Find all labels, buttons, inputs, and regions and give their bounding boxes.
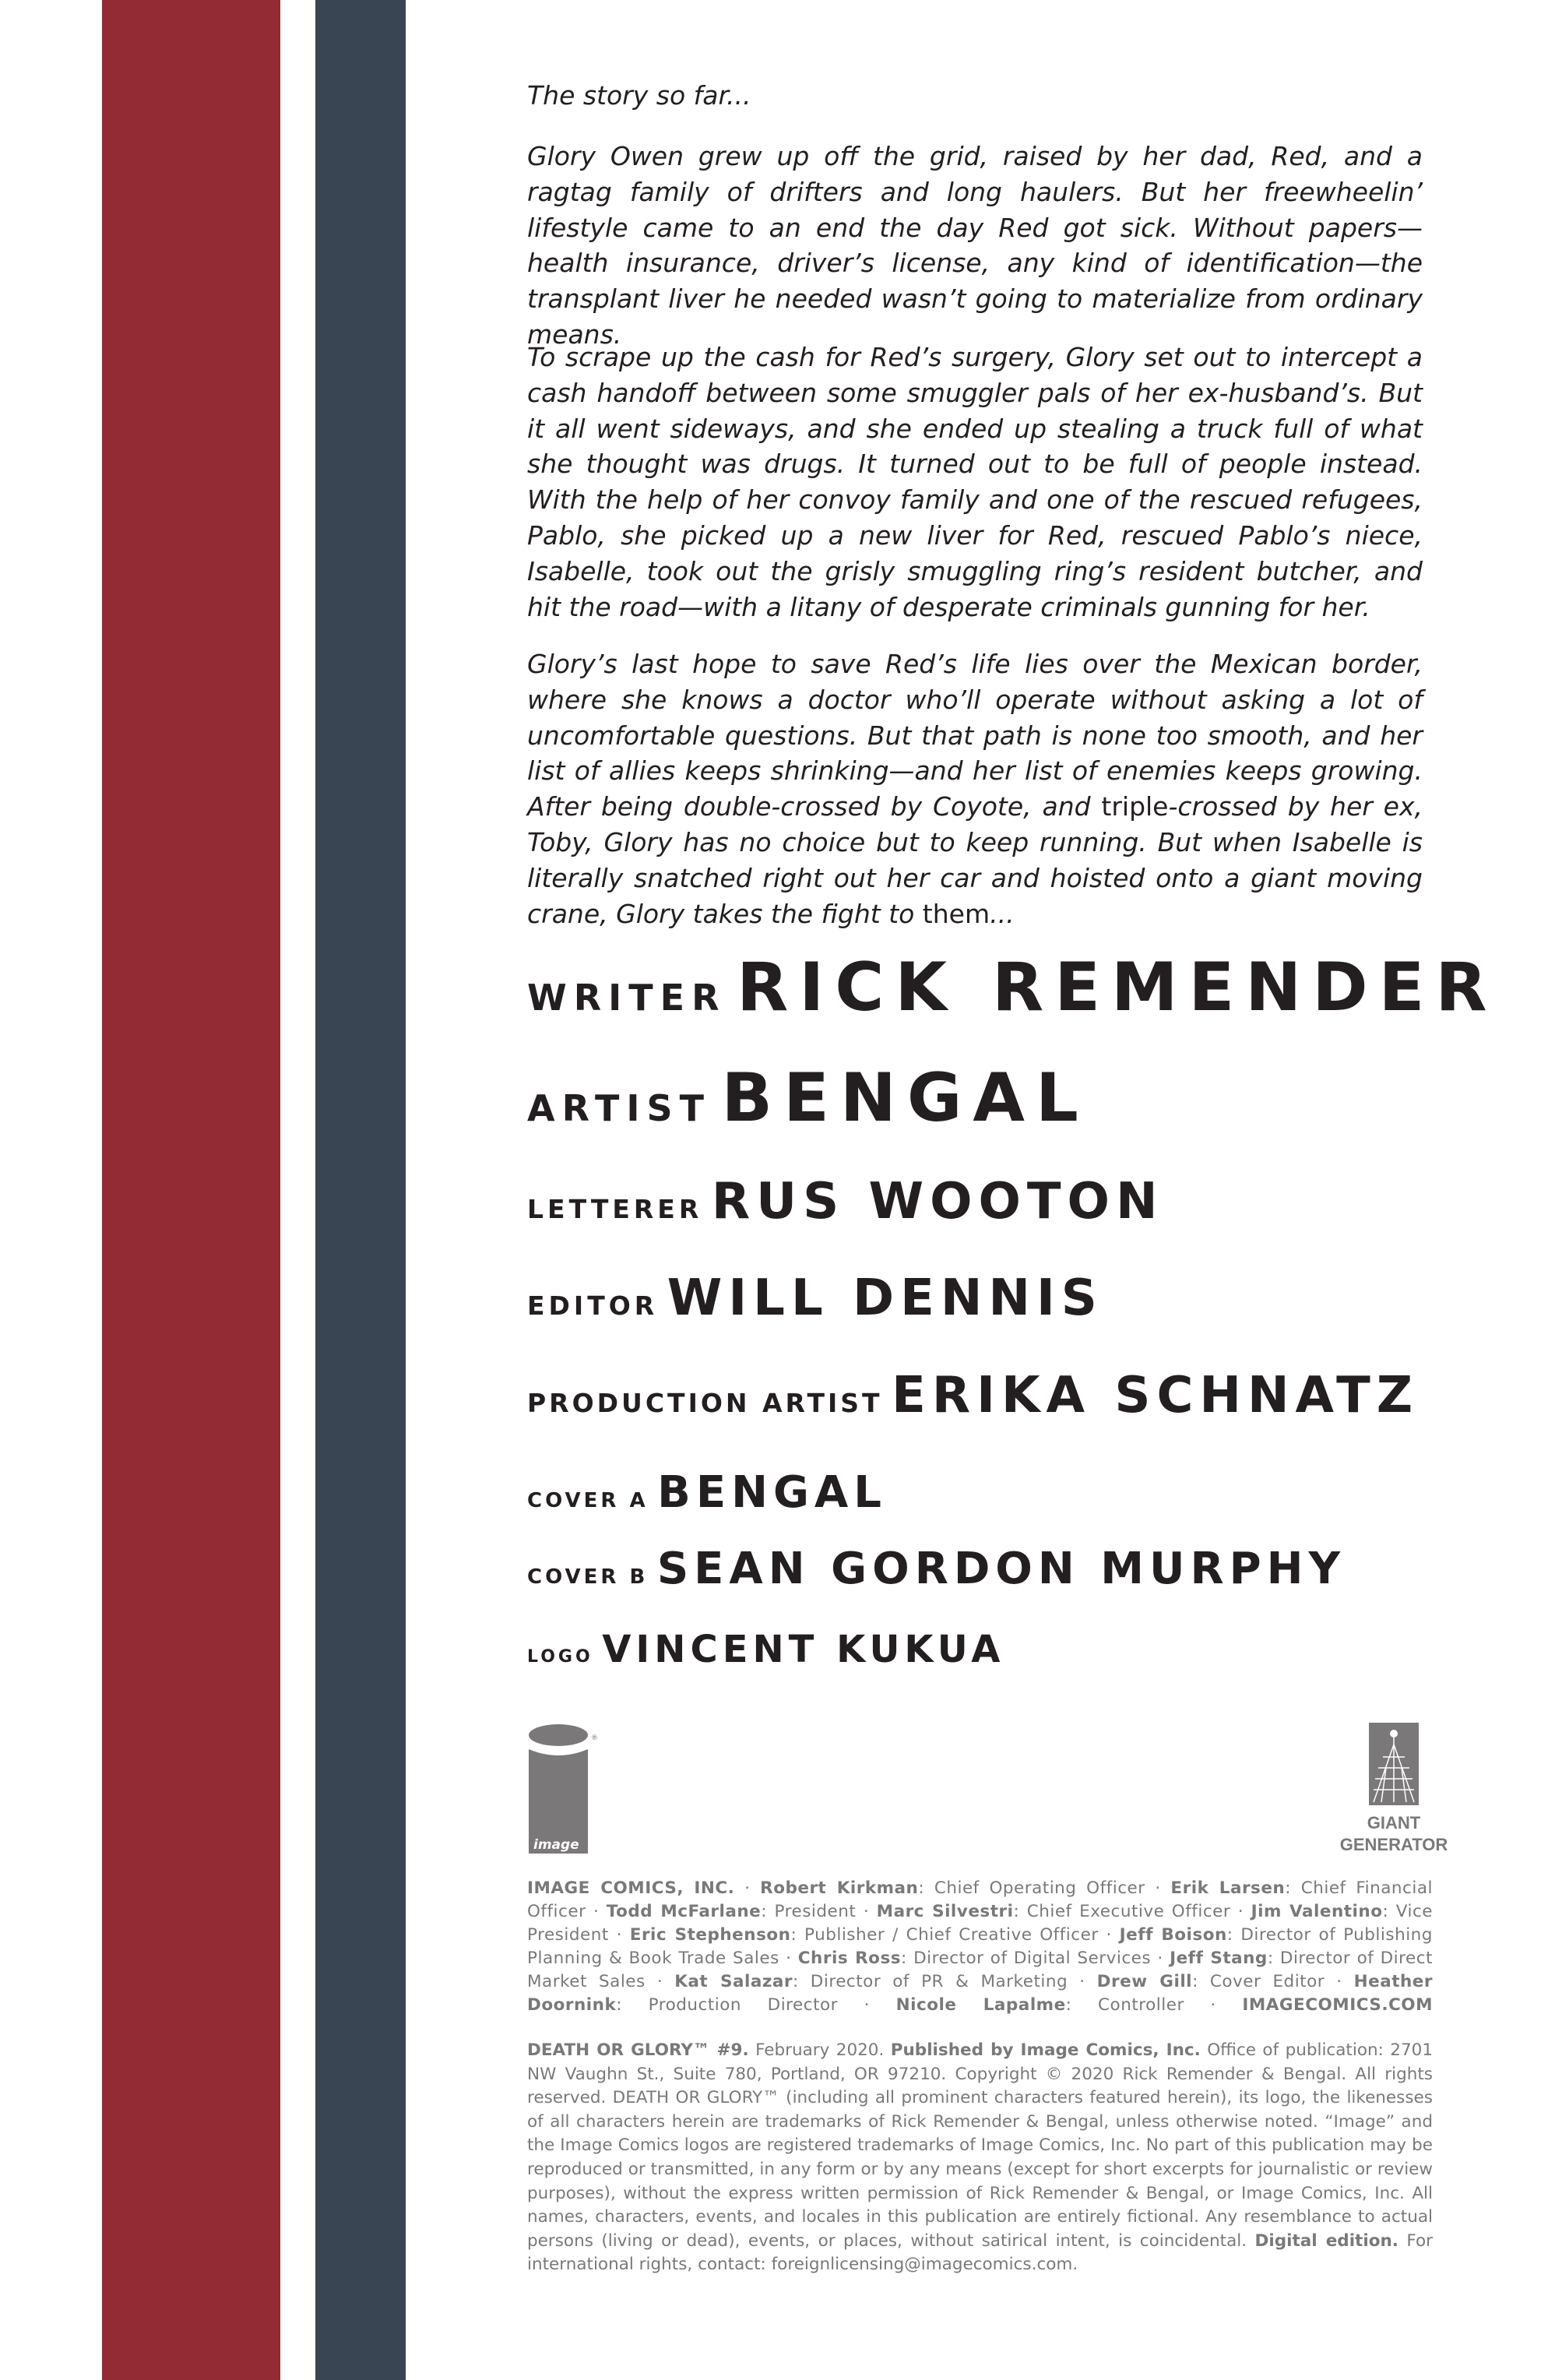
- recap-paragraph-2: To scrape up the cash for Red’s surgery, Glory set out to intercept a cash handoff between some smuggler pals of her ex-husband’s. But it all went sideways, and she ended up stealing a truck full of what she thought was drugs. It turned out to be full of people instead. With the help of her convoy family and one of the rescued refugees, Pablo, she picked up a new liver for Red, rescued Pablo’s niece, Isabelle, took out the grisly smuggling ring’s resident butcher, and hit the road—with a litany of desperate criminals gunning for her.: [527, 342, 1423, 622]
- staff-title: : Director of Direct Market Sales: [527, 1949, 1433, 1991]
- credit-artist: [527, 1059, 1089, 1137]
- staff-name: Nicole Lapalme: [895, 1995, 1066, 2015]
- credit-production-artist: [527, 1367, 1419, 1424]
- credit-logo: [527, 1628, 1004, 1671]
- staff-title: : Chief Financial Officer: [527, 1878, 1434, 1921]
- staff-name: Jeff Boison: [1119, 1925, 1227, 1945]
- staff-title: : Director of Publishing Planning & Book Trade Sales: [527, 1925, 1433, 1968]
- recap-paragraph-1: Glory Owen grew up off the grid, raised by her dad, Red, and a ragtag family of drifters and long haulers. But her freewheelin’ lifestyle came to an end the day Red got sick. Without papers—health insurance, driver’s license, any kind of identification—the transplant liver he needed wasn’t going to materialize from ordinary means.: [527, 141, 1423, 350]
- staff-title: : Director of Digital Services: [901, 1949, 1152, 1968]
- staff-listing: [527, 1877, 1433, 2017]
- legal-intl: For international rights, contact: foreignlicensing@imagecomics.com.: [527, 2230, 1433, 2275]
- staff-separator: ·: [1151, 1949, 1170, 1968]
- recap-heading: The story so far...: [527, 80, 751, 111]
- recap-paragraph-3: [527, 646, 1423, 931]
- legal-date: February 2020.: [748, 2040, 891, 2060]
- staff-name: Robert Kirkman: [760, 1878, 919, 1898]
- credit-role: LETTERER: [527, 1194, 703, 1224]
- staff-title: : President: [761, 1902, 857, 1921]
- staff-name: Heather Doornink: [527, 1972, 1433, 2015]
- staff-separator: ·: [608, 1925, 630, 1945]
- staff-separator: ·: [856, 1902, 877, 1921]
- staff-title: : Production Director: [616, 1995, 839, 2015]
- giant-generator-logo: [1339, 1721, 1448, 1855]
- credit-role: WRITER: [527, 977, 727, 1019]
- recap-p3-them: them: [922, 898, 990, 929]
- gg-line2: GENERATOR: [1339, 1835, 1448, 1854]
- credit-role: COVER A: [527, 1489, 649, 1512]
- legal-edition: Digital edition.: [1254, 2230, 1398, 2251]
- staff-name: Erik Larsen: [1170, 1878, 1286, 1898]
- credit-name: RUS WOOTON: [711, 1173, 1164, 1230]
- staff-name: Todd McFarlane: [606, 1902, 762, 1921]
- navy-stripe: [315, 0, 406, 2380]
- staff-title: : Publisher / Chief Creative Officer: [790, 1925, 1099, 1945]
- credit-role: LOGO: [527, 1647, 593, 1667]
- staff-title: : Vice President: [527, 1902, 1433, 1945]
- credit-name: BENGAL: [721, 1059, 1089, 1137]
- staff-name: Jeff Stang: [1170, 1949, 1268, 1968]
- recap-p3-end: ...: [990, 898, 1015, 929]
- legal-published: Published by Image Comics, Inc.: [890, 2040, 1201, 2060]
- credit-name: BENGAL: [657, 1467, 887, 1518]
- recap-p3-triple: triple: [1101, 791, 1169, 822]
- credit-role: EDITOR: [527, 1290, 659, 1321]
- credit-writer: [527, 949, 1498, 1026]
- red-stripe: [102, 0, 280, 2380]
- staff-title: : Chief Executive Officer: [1013, 1902, 1231, 1921]
- credit-name: SEAN GORDON MURPHY: [656, 1544, 1346, 1594]
- recap-p3-text: Glory’s last hope to save Red’s life lies over the Mexican border, where she knows a doctor who’ll operate without asking a lot of uncomfortable questions. But that path is none too smooth, and her list of allies keeps shrinking—and her list of enemies keeps growing. After being double-crossed by Coyote, and: [527, 649, 1423, 822]
- credit-editor: [527, 1269, 1103, 1327]
- legal-issue: DEATH OR GLORY™ #9.: [527, 2040, 749, 2060]
- legal-indicia: [527, 2039, 1433, 2277]
- staff-separator: ·: [734, 1878, 761, 1898]
- staff-separator: ·: [779, 1949, 798, 1968]
- staff-separator: ·: [838, 1995, 896, 2015]
- svg-text:®: ®: [591, 1734, 598, 1742]
- staff-name: Kat Salazar: [674, 1972, 793, 1991]
- credit-role: PRODUCTION ARTIST: [527, 1388, 883, 1418]
- staff-name: Marc Silvestri: [876, 1902, 1014, 1921]
- credit-name: WILL DENNIS: [667, 1269, 1103, 1327]
- staff-name: Drew Gill: [1096, 1972, 1193, 1991]
- credit-cover-a: [527, 1467, 887, 1518]
- legal-body: Office of publication: 2701 NW Vaughn St., Suite 780, Portland, OR 97210. Copyright © 2020 Rick Remender & Bengal. All rights reserved. DEATH OR GLORY™ (including all prominent characters featured herein), its logo, the likenesses of all characters herein are trademarks of Rick Remender & Bengal, unless otherwise noted. “Image” and the Image Comics logos are registered trademarks of Image Comics, Inc. No part of this publication may be reproduced or transmitted, in any form or by any means (except for short excerpts for journalistic or review purposes), without the express written permission of Rick Remender & Bengal, or Image Comics, Inc. All names, characters, events, and locales in this publication are entirely fictional. Any resemblance to actual persons (living or dead), events, or places, without satirical intent, is coincidental.: [527, 2040, 1433, 2251]
- staff-name: Eric Stephenson: [629, 1925, 791, 1945]
- gg-line1: GIANT: [1367, 1813, 1421, 1833]
- staff-title: : Director of PR & Marketing: [792, 1972, 1068, 1991]
- staff-separator: ·: [1325, 1972, 1354, 1991]
- staff-name: IMAGE COMICS, INC.: [527, 1878, 735, 1898]
- credit-name: ERIKA SCHNATZ: [892, 1367, 1420, 1424]
- staff-title: : Controller: [1065, 1995, 1184, 2015]
- image-comics-logo: [527, 1723, 598, 1855]
- staff-separator: ·: [1184, 1995, 1243, 2015]
- staff-name: Chris Ross: [797, 1949, 902, 1968]
- staff-separator: ·: [645, 1972, 675, 1991]
- staff-separator: ·: [1230, 1902, 1251, 1921]
- staff-separator: ·: [586, 1902, 607, 1921]
- recap-p3-middle: -crossed by her ex, Toby, Glory has no choice but to keep running. But when Isabelle is literally snatched right out her car and hoisted onto a giant moving crane, Glory takes the fight to: [527, 791, 1423, 929]
- staff-name: Jim Valentino: [1251, 1902, 1383, 1921]
- staff-title: : Cover Editor: [1192, 1972, 1325, 1991]
- credit-name: RICK REMENDER: [737, 949, 1498, 1026]
- credit-letterer: [527, 1173, 1164, 1230]
- staff-separator: ·: [1145, 1878, 1171, 1898]
- credit-cover-b: [527, 1544, 1346, 1594]
- credit-name: VINCENT KUKUA: [602, 1628, 1005, 1671]
- credit-role: COVER B: [527, 1565, 649, 1589]
- credit-role: ARTIST: [527, 1087, 711, 1129]
- staff-separator: ·: [1098, 1925, 1120, 1945]
- staff-name: IMAGECOMICS.COM: [1242, 1995, 1433, 2015]
- staff-separator: ·: [1068, 1972, 1097, 1991]
- staff-title: : Chief Operating Officer: [918, 1878, 1145, 1898]
- image-logo-label: image: [533, 1837, 579, 1853]
